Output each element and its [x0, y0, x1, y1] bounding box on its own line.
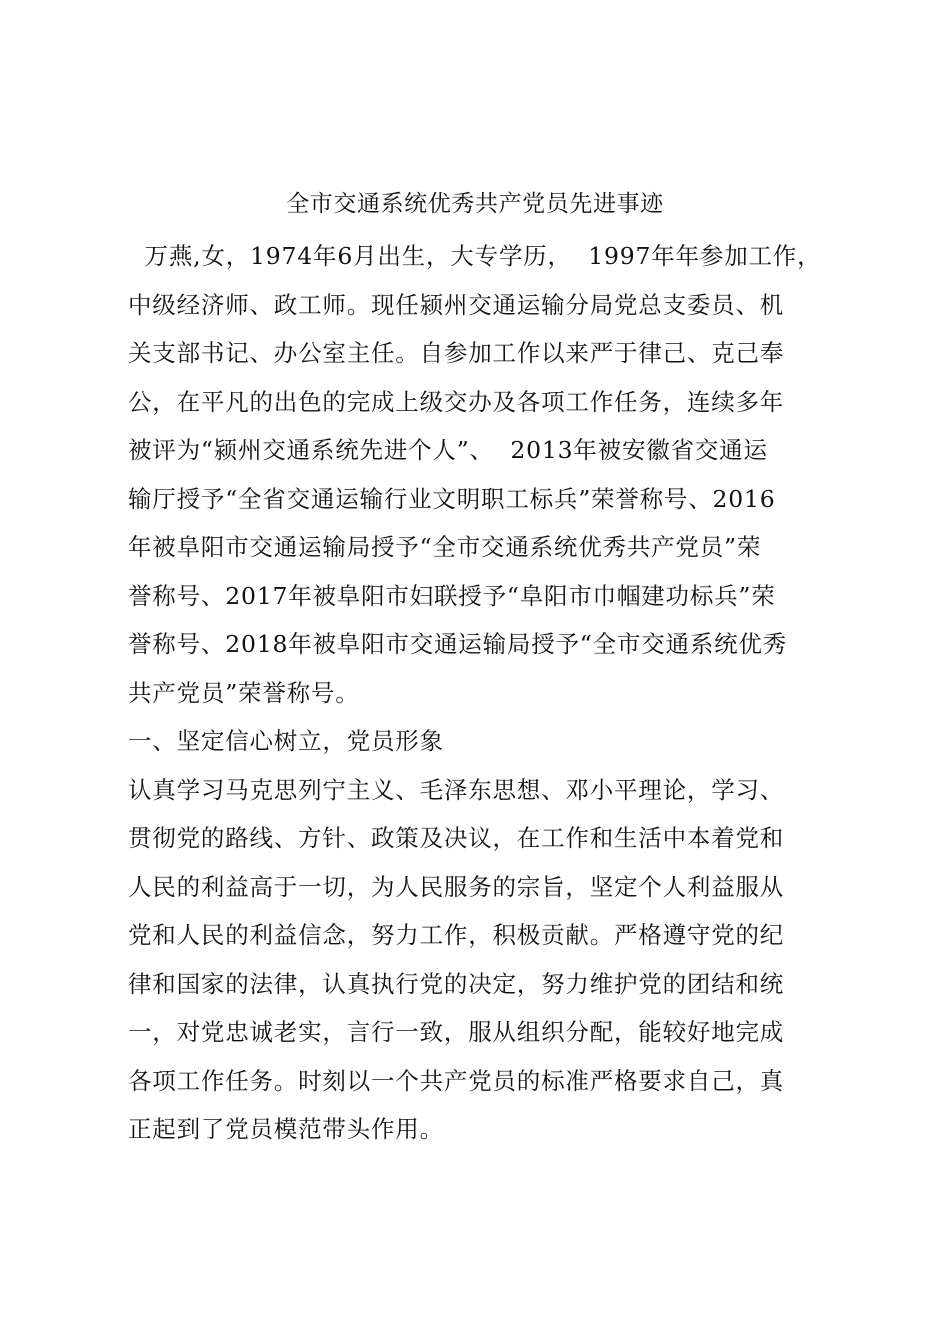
paragraph-line: 万燕,女，1974年6月出生，大专学历， 1997年年参加工作， — [128, 242, 822, 270]
section-heading: 一、坚定信心树立，党员形象 — [128, 727, 444, 755]
paragraph-line: 贯彻党的路线、方针、政策及决议，在工作和生活中本着党和 — [128, 824, 785, 852]
paragraph-line: 认真学习马克思列宁主义、毛泽东思想、邓小平理论，学习、 — [128, 775, 785, 804]
paragraph-line: 中级经济师、政工师。现任颍州交通运输分局党总支委员、机 — [128, 290, 785, 319]
document-title: 全市交通系统优秀共产党员先进事迹 — [286, 191, 664, 217]
paragraph-line: 各项工作任务。时刻以一个共产党员的标准严格要求自己，真 — [128, 1066, 785, 1095]
paragraph-line: 关支部书记、办公室主任。自参加工作以来严于律己、克己奉 — [128, 339, 785, 367]
paragraph-line: 人民的利益高于一切，为人民服务的宗旨，坚定个人利益服从 — [128, 872, 785, 901]
paragraph-line: 年被阜阳市交通运输局授予“全市交通系统优秀共产党员”荣 — [128, 533, 762, 561]
paragraph-line: 律和国家的法律，认真执行党的决定，努力维护党的团结和统 — [128, 969, 785, 998]
paragraph-line: 党和人民的利益信念，努力工作，积极贡献。严格遵守党的纪 — [128, 921, 785, 949]
paragraph-line: 公，在平凡的出色的完成上级交办及各项工作任务，连续多年 — [128, 387, 785, 416]
document-body — [128, 232, 840, 1154]
paragraph-line: 誉称号、2018年被阜阳市交通运输局授予“全市交通系统优秀 — [128, 630, 788, 658]
paragraph-line: 输厅授予“全省交通运输行业文明职工标兵”荣誉称号、2016 — [128, 484, 776, 513]
paragraph-line: 正起到了党员模范带头作用。 — [128, 1115, 444, 1143]
paragraph-line: 誉称号、2017年被阜阳市妇联授予“阜阳市巾帼建功标兵”荣 — [128, 581, 776, 610]
paragraph-line: 一，对党忠诚老实，言行一致，服从组织分配，能较好地完成 — [128, 1018, 785, 1046]
paragraph-line: 共产党员”荣誉称号。 — [128, 678, 360, 707]
paragraph-line: 被评为“颍州交通系统先进个人”、 2013年被安徽省交通运 — [128, 436, 768, 464]
